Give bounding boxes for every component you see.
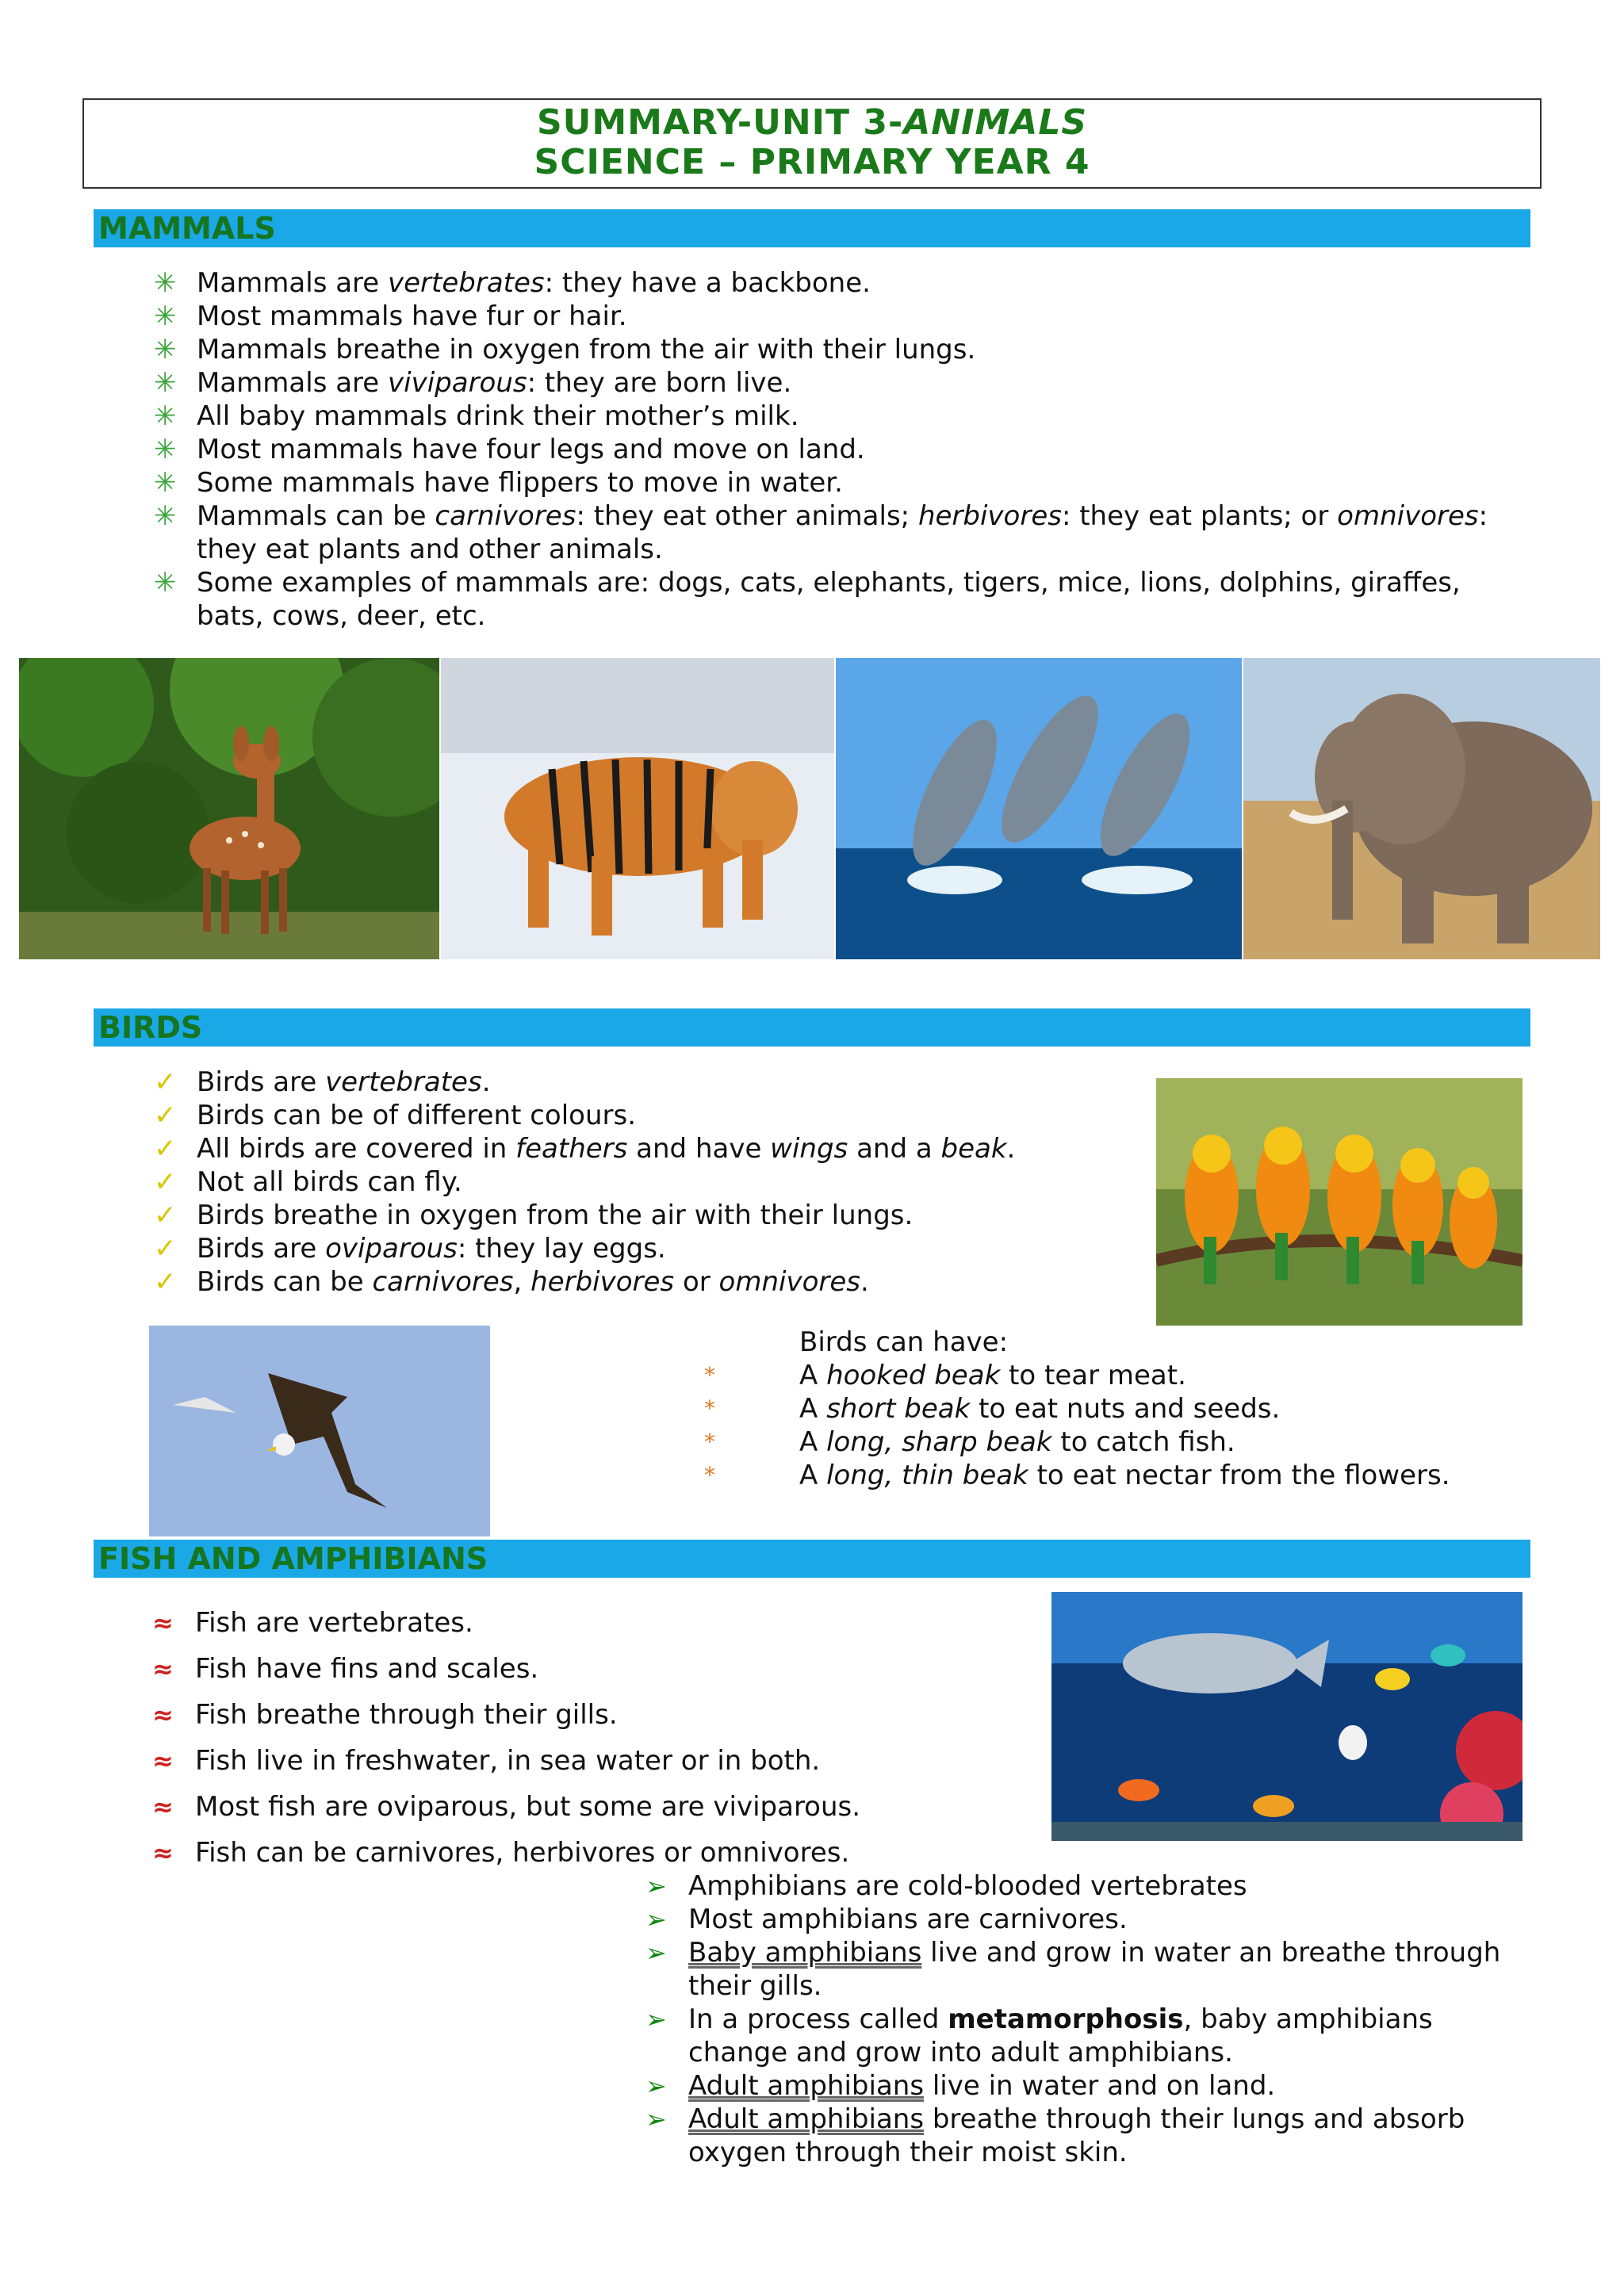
list-item bbox=[152, 1790, 1036, 1823]
key-term: metamorphosis bbox=[948, 2003, 1184, 2035]
fish-list bbox=[152, 1606, 1036, 1882]
item-text: to tear meat. bbox=[1000, 1360, 1186, 1391]
key-term: carnivores bbox=[435, 500, 576, 532]
item-text: breathe through their lungs and absorb oxygen through their moist skin. bbox=[688, 2103, 1465, 2168]
item-text: to catch fish. bbox=[1051, 1426, 1235, 1458]
page-title bbox=[84, 103, 1540, 143]
item-text: live and grow in water an breathe through their gills. bbox=[688, 1937, 1501, 2002]
asterisk-bullet-icon: ✳ bbox=[154, 267, 177, 299]
list-item bbox=[154, 366, 1529, 400]
key-term: carnivores bbox=[372, 1266, 514, 1298]
arrowhead-icon: ➢ bbox=[645, 2071, 667, 2101]
beaks-intro: Birds can have: bbox=[799, 1326, 1009, 1358]
item-text: . bbox=[860, 1266, 869, 1298]
item-text: Mammals are bbox=[197, 367, 389, 399]
key-term: oviparous bbox=[325, 1233, 458, 1265]
item-text: live in water and on land. bbox=[924, 2070, 1276, 2102]
list-item bbox=[704, 1392, 1545, 1425]
list-item bbox=[154, 1265, 1132, 1299]
wave-icon: ≈ bbox=[152, 1792, 174, 1822]
list-item bbox=[645, 1936, 1537, 2003]
item-text: Most fish are oviparous, but some are viviparous. bbox=[195, 1791, 861, 1823]
item-text: Mammals are bbox=[197, 267, 389, 299]
list-item bbox=[152, 1606, 1036, 1640]
deer-photo bbox=[19, 658, 439, 959]
key-term: short beak bbox=[826, 1393, 971, 1425]
list-item bbox=[152, 1744, 1036, 1777]
key-term: herbivores bbox=[917, 500, 1062, 532]
check-icon: ✓ bbox=[154, 1133, 177, 1165]
key-term: Adult amphibians bbox=[688, 2103, 925, 2135]
list-item bbox=[154, 566, 1529, 633]
item-text: . bbox=[481, 1066, 491, 1098]
item-text: Birds can be bbox=[197, 1266, 373, 1298]
list-item bbox=[704, 1425, 1545, 1459]
wave-icon: ≈ bbox=[152, 1838, 174, 1868]
item-text: : they lay eggs. bbox=[457, 1233, 666, 1265]
title-prefix: SUMMARY-UNIT 3- bbox=[536, 102, 904, 143]
item-text: All baby mammals drink their mother’s milk. bbox=[197, 400, 799, 432]
list-item bbox=[645, 2003, 1537, 2069]
wave-icon: ≈ bbox=[152, 1654, 174, 1684]
list-item bbox=[645, 1869, 1537, 1903]
item-text: A bbox=[799, 1460, 827, 1491]
item-text: A bbox=[799, 1360, 827, 1391]
item-text: , bbox=[513, 1266, 531, 1298]
item-text: Mammals can be bbox=[197, 500, 435, 532]
item-text: Fish have fins and scales. bbox=[195, 1653, 539, 1685]
list-item bbox=[152, 1836, 1036, 1869]
eagle-and-gull-photo bbox=[149, 1326, 490, 1536]
star-bullet-icon: * bbox=[704, 1462, 715, 1488]
key-term: feathers bbox=[515, 1133, 628, 1165]
list-item bbox=[645, 1903, 1537, 1936]
arrowhead-icon: ➢ bbox=[645, 2004, 667, 2034]
check-icon: ✓ bbox=[154, 1100, 177, 1131]
list-item bbox=[154, 433, 1529, 466]
list-item bbox=[704, 1459, 1545, 1492]
item-text: Fish live in freshwater, in sea water or in both. bbox=[195, 1745, 821, 1777]
item-text: : they have a backbone. bbox=[544, 267, 871, 299]
check-icon: ✓ bbox=[154, 1066, 177, 1098]
key-term: omnivores bbox=[1337, 500, 1479, 532]
reef-fish-photo bbox=[1051, 1592, 1522, 1841]
item-text: . bbox=[1006, 1133, 1016, 1165]
section-heading-fish-amphibians: FISH AND AMPHIBIANS bbox=[94, 1540, 1530, 1578]
wave-icon: ≈ bbox=[152, 1700, 174, 1730]
list-item bbox=[645, 2069, 1537, 2103]
item-text: Fish breathe through their gills. bbox=[195, 1699, 618, 1731]
list-item bbox=[154, 499, 1529, 566]
star-bullet-icon: * bbox=[704, 1429, 715, 1455]
item-text: Birds are bbox=[197, 1233, 326, 1265]
item-text: Birds can be of different colours. bbox=[197, 1100, 637, 1131]
list-item bbox=[154, 1132, 1132, 1165]
list-item bbox=[154, 1199, 1132, 1232]
key-term: wings bbox=[770, 1133, 848, 1165]
item-text: : they eat plants and other animals. bbox=[197, 500, 1488, 565]
item-text: Fish can be carnivores, herbivores or omnivores. bbox=[195, 1837, 850, 1869]
list-item bbox=[154, 1066, 1132, 1099]
dolphins-photo bbox=[836, 658, 1242, 959]
check-icon: ✓ bbox=[154, 1166, 177, 1198]
title-topic: ANIMALS bbox=[903, 102, 1088, 143]
item-text: , baby amphibians change and grow into adult amphibians. bbox=[688, 2003, 1433, 2068]
arrowhead-icon: ➢ bbox=[645, 2104, 667, 2134]
list-item bbox=[154, 266, 1529, 300]
item-text: All birds are covered in bbox=[197, 1133, 516, 1165]
section-heading-mammals: MAMMALS bbox=[94, 209, 1530, 247]
item-text: Fish are vertebrates. bbox=[195, 1607, 473, 1639]
amphibians-list bbox=[645, 1869, 1537, 2169]
list-item bbox=[154, 333, 1529, 366]
asterisk-bullet-icon: ✳ bbox=[154, 567, 177, 599]
item-text: to eat nectar from the flowers. bbox=[1028, 1460, 1450, 1491]
item-text: A bbox=[799, 1426, 827, 1458]
item-text: Most mammals have fur or hair. bbox=[197, 300, 627, 332]
wave-icon: ≈ bbox=[152, 1746, 174, 1776]
section-heading-birds: BIRDS bbox=[94, 1008, 1530, 1047]
asterisk-bullet-icon: ✳ bbox=[154, 500, 177, 532]
key-term: Baby amphibians bbox=[688, 1937, 922, 1969]
item-text: : they eat other animals; bbox=[576, 500, 918, 532]
beaks-list bbox=[704, 1359, 1545, 1492]
arrowhead-icon: ➢ bbox=[645, 1904, 667, 1934]
item-text: A bbox=[799, 1393, 827, 1425]
list-item bbox=[154, 1232, 1132, 1265]
item-text: and a bbox=[848, 1133, 941, 1165]
item-text: Birds breathe in oxygen from the air with their lungs. bbox=[197, 1200, 914, 1231]
tiger-photo bbox=[441, 658, 834, 959]
item-text: and have bbox=[627, 1133, 771, 1165]
key-term: viviparous bbox=[388, 367, 527, 399]
key-term: Adult amphibians bbox=[688, 2070, 925, 2102]
asterisk-bullet-icon: ✳ bbox=[154, 367, 177, 399]
asterisk-bullet-icon: ✳ bbox=[154, 300, 177, 332]
check-icon: ✓ bbox=[154, 1200, 177, 1231]
key-term: omnivores bbox=[718, 1266, 860, 1298]
key-term: vertebrates bbox=[325, 1066, 482, 1098]
key-term: long, sharp beak bbox=[826, 1426, 1052, 1458]
star-bullet-icon: * bbox=[704, 1362, 715, 1388]
item-text: Most amphibians are carnivores. bbox=[688, 1904, 1128, 1935]
list-item bbox=[154, 300, 1529, 333]
item-text: Mammals breathe in oxygen from the air with their lungs. bbox=[197, 334, 976, 365]
item-text: to eat nuts and seeds. bbox=[970, 1393, 1281, 1425]
key-term: vertebrates bbox=[388, 267, 545, 299]
star-bullet-icon: * bbox=[704, 1395, 715, 1422]
asterisk-bullet-icon: ✳ bbox=[154, 400, 177, 432]
list-item bbox=[152, 1698, 1036, 1732]
list-item bbox=[152, 1652, 1036, 1686]
item-text: or bbox=[674, 1266, 719, 1298]
asterisk-bullet-icon: ✳ bbox=[154, 467, 177, 499]
check-icon: ✓ bbox=[154, 1233, 177, 1265]
page-subtitle: SCIENCE – PRIMARY YEAR 4 bbox=[534, 142, 1090, 182]
item-text: Some examples of mammals are: dogs, cats, elephants, tigers, mice, lions, dolphins, giraffes, bats, cows, deer, etc. bbox=[197, 567, 1461, 632]
asterisk-bullet-icon: ✳ bbox=[154, 334, 177, 365]
item-text: Birds are bbox=[197, 1066, 326, 1098]
item-text: In a process called bbox=[688, 2003, 948, 2035]
page-title-box bbox=[82, 98, 1542, 189]
asterisk-bullet-icon: ✳ bbox=[154, 434, 177, 465]
list-item bbox=[154, 466, 1529, 499]
mammals-list bbox=[154, 266, 1529, 633]
item-text: Some mammals have flippers to move in water. bbox=[197, 467, 843, 499]
parrots-photo bbox=[1156, 1078, 1522, 1326]
list-item bbox=[704, 1359, 1545, 1392]
list-item bbox=[154, 400, 1529, 433]
arrowhead-icon: ➢ bbox=[645, 1871, 667, 1901]
key-term: long, thin beak bbox=[826, 1460, 1028, 1491]
key-term: hooked beak bbox=[826, 1360, 1001, 1391]
item-text: Most mammals have four legs and move on land. bbox=[197, 434, 865, 465]
arrowhead-icon: ➢ bbox=[645, 1938, 667, 1968]
list-item bbox=[154, 1165, 1132, 1199]
list-item bbox=[645, 2103, 1537, 2169]
key-term: herbivores bbox=[530, 1266, 675, 1298]
list-item bbox=[154, 1099, 1132, 1132]
check-icon: ✓ bbox=[154, 1266, 177, 1298]
item-text: : they eat plants; or bbox=[1061, 500, 1338, 532]
item-text: Amphibians are cold-blooded vertebrates bbox=[688, 1870, 1247, 1902]
item-text: Not all birds can fly. bbox=[197, 1166, 462, 1198]
key-term: beak bbox=[940, 1133, 1007, 1165]
wave-icon: ≈ bbox=[152, 1608, 174, 1638]
elephant-photo bbox=[1243, 658, 1600, 959]
item-text: : they are born live. bbox=[527, 367, 792, 399]
birds-list bbox=[154, 1066, 1132, 1299]
